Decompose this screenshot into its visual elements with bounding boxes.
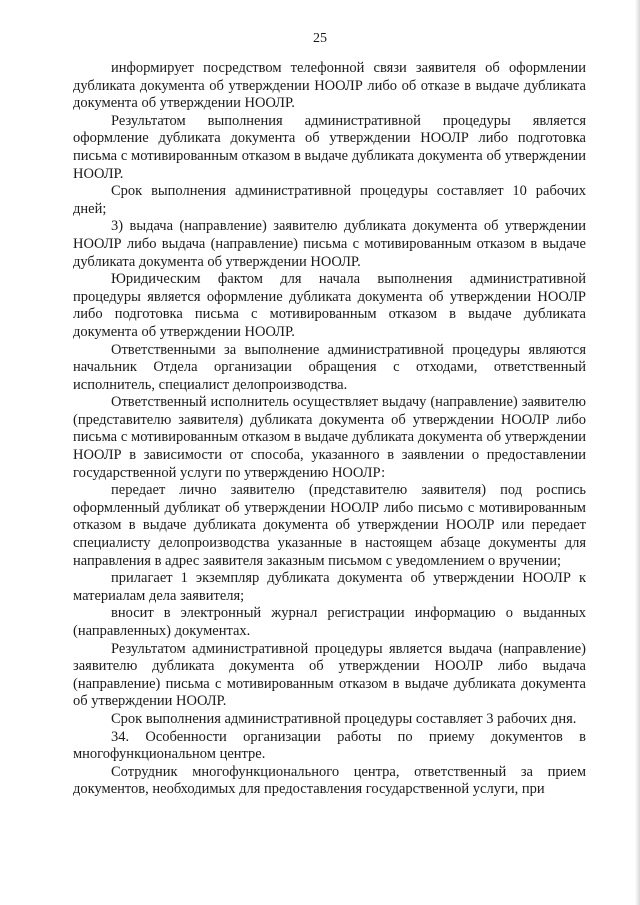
paragraph: передает лично заявителю (представителю заявителя) под роспись оформленный дубликат об утверждении НООЛР либо письмо с мотивированным отказом в выдаче дубликата документа об утверждении НООЛР или передает специалисту делопроизводства указанные в настоящем абзаце документы для направления в адрес заявителя заказным письмом с уведомлением о вручении;	[73, 482, 586, 569]
paragraph: Ответственный исполнитель осуществляет выдачу (направление) заявителю (представителю заявителя) дубликата документа об утверждении НООЛР либо письма с мотивированным отказом в выдаче дубликата документа об утверждении НООЛР в зависимости от способа, указанного в заявлении о предоставлении государственной услуги по утверждению НООЛР:	[73, 394, 586, 481]
paragraph: Результатом административной процедуры является выдача (направление) заявителю дубликата документа об утверждении НООЛР либо выдача (направление) письма с мотивированным отказом в выдаче дубликата документа об утверждении НООЛР.	[73, 640, 586, 710]
paragraph: Ответственными за выполнение административной процедуры являются начальник Отдела организации обращения с отходами, ответственный исполнитель, специалист делопроизводства.	[73, 341, 586, 393]
paragraph: Срок выполнения административной процедуры составляет 3 рабочих дня.	[111, 710, 577, 727]
paragraph: Юридическим фактом для начала выполнения административной процедуры является оформление дубликата документа об утверждении НООЛР либо подготовка письма с мотивированным отказом в выдаче дубликата документа об утверждении НООЛР.	[73, 271, 586, 340]
paragraph: Срок выполнения административной процедуры составляет 10 рабочих дней;	[73, 183, 586, 217]
paragraph: Результатом выполнения административной процедуры является оформление дубликата документа об утверждении НООЛР либо подготовка письма с мотивированным отказом в выдаче дубликата документа об утверждении НООЛР.	[73, 112, 586, 182]
paragraph: Сотрудник многофункционального центра, ответственный за прием документов, необходимых для предоставления государственной услуги, при	[73, 763, 586, 798]
section-heading: 34. Особенности организации работы по приему документов в многофункциональном центре.	[73, 728, 586, 763]
paragraph: вносит в электронный журнал регистрации информацию о выданных (направленных) документах.	[73, 605, 586, 639]
paragraph: информирует посредством телефонной связи заявителя об оформлении дубликата документа об утверждении НООЛР либо об отказе в выдаче дубликата документа об утверждении НООЛР.	[73, 60, 586, 112]
paragraph: 3) выдача (направление) заявителю дубликата документа об утверждении НООЛР либо выдача (направление) письма с мотивированным отказом в выдаче дубликата документа об утверждении НООЛР.	[73, 218, 586, 270]
paragraph: прилагает 1 экземпляр дубликата документа об утверждении НООЛР к материалам дела заявителя;	[73, 570, 586, 604]
scan-edge-shadow	[635, 0, 640, 905]
document-body	[73, 60, 586, 799]
page-number: 25	[313, 31, 327, 46]
